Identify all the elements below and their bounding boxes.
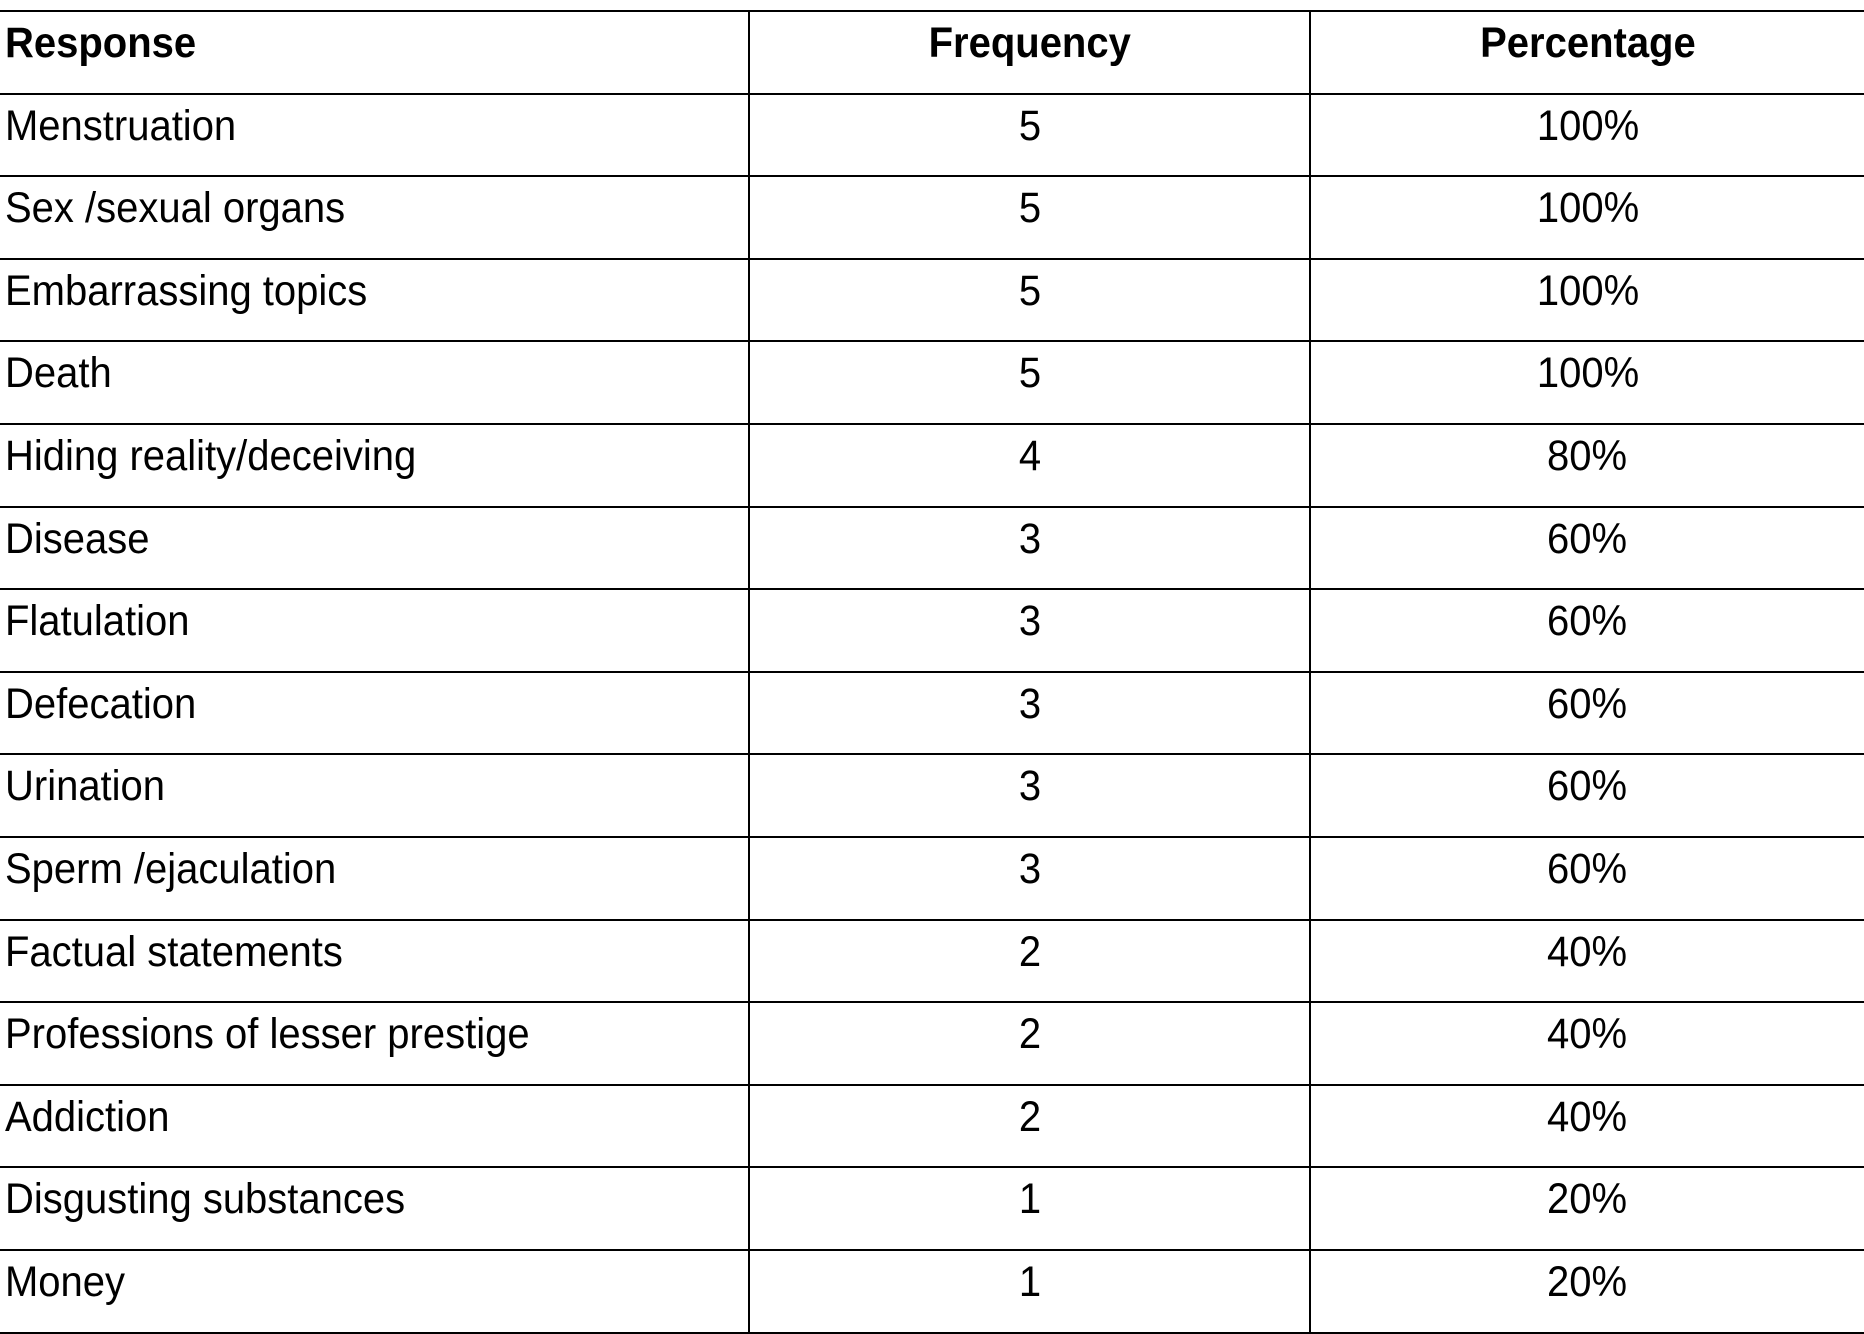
response-text: Flatulation <box>5 597 190 646</box>
table-row <box>0 837 1864 920</box>
response-text: Money <box>5 1257 126 1306</box>
cell-frequency <box>749 424 1310 507</box>
frequency-value: 4 <box>1018 431 1041 480</box>
cell-percentage <box>1310 1250 1864 1333</box>
cell-frequency <box>749 672 1310 755</box>
table-row <box>0 1002 1864 1085</box>
frequency-value: 3 <box>1018 679 1041 728</box>
cell-percentage <box>1310 176 1864 259</box>
cell-response <box>0 1085 749 1168</box>
response-text: Factual statements <box>5 927 343 976</box>
cell-response <box>0 672 749 755</box>
cell-frequency <box>749 1085 1310 1168</box>
frequency-value: 3 <box>1018 597 1041 646</box>
response-text: Defecation <box>5 679 197 728</box>
response-text: Urination <box>5 762 166 811</box>
cell-response <box>0 1250 749 1333</box>
header-percentage-label: Percentage <box>1479 19 1696 67</box>
cell-percentage <box>1310 94 1864 177</box>
frequency-value: 5 <box>1018 266 1041 315</box>
table-row <box>0 1085 1864 1168</box>
percentage-value: 60% <box>1547 597 1628 646</box>
header-response <box>0 11 749 94</box>
response-text: Embarrassing topics <box>5 266 368 315</box>
table-header-row <box>0 11 1864 94</box>
cell-response <box>0 589 749 672</box>
response-text: Addiction <box>5 1092 170 1141</box>
header-response-label: Response <box>5 19 197 67</box>
percentage-value: 100% <box>1536 266 1639 315</box>
frequency-value: 2 <box>1018 927 1041 976</box>
cell-frequency <box>749 259 1310 342</box>
frequency-value: 5 <box>1018 101 1041 150</box>
cell-response <box>0 259 749 342</box>
percentage-value: 40% <box>1547 1092 1628 1141</box>
frequency-value: 1 <box>1018 1175 1041 1224</box>
response-text: Disgusting substances <box>5 1175 406 1224</box>
frequency-value: 3 <box>1018 844 1041 893</box>
cell-frequency <box>749 1250 1310 1333</box>
frequency-value: 2 <box>1018 1010 1041 1059</box>
cell-response <box>0 754 749 837</box>
frequency-value: 5 <box>1018 184 1041 233</box>
frequency-value: 1 <box>1018 1257 1041 1306</box>
cell-percentage <box>1310 920 1864 1003</box>
cell-frequency <box>749 176 1310 259</box>
table-row <box>0 589 1864 672</box>
percentage-value: 60% <box>1547 514 1628 563</box>
cell-percentage <box>1310 837 1864 920</box>
percentage-value: 80% <box>1547 431 1628 480</box>
percentage-value: 100% <box>1536 349 1639 398</box>
cell-frequency <box>749 341 1310 424</box>
table-row <box>0 1250 1864 1333</box>
header-frequency-label: Frequency <box>928 19 1131 67</box>
frequency-value: 5 <box>1018 349 1041 398</box>
cell-frequency <box>749 837 1310 920</box>
percentage-value: 20% <box>1547 1257 1628 1306</box>
cell-percentage <box>1310 1167 1864 1250</box>
cell-percentage <box>1310 341 1864 424</box>
cell-percentage <box>1310 589 1864 672</box>
table-row <box>0 424 1864 507</box>
cell-frequency <box>749 754 1310 837</box>
cell-response <box>0 341 749 424</box>
cell-percentage <box>1310 424 1864 507</box>
table-row <box>0 507 1864 590</box>
table-row <box>0 94 1864 177</box>
response-frequency-table <box>0 10 1864 1334</box>
response-text: Death <box>5 349 112 398</box>
response-text: Disease <box>5 514 150 563</box>
cell-frequency <box>749 1167 1310 1250</box>
response-text: Hiding reality/deceiving <box>5 431 417 480</box>
response-text: Sperm /ejaculation <box>5 844 337 893</box>
table-row <box>0 259 1864 342</box>
response-text: Menstruation <box>5 101 237 150</box>
cell-response <box>0 507 749 590</box>
cell-response <box>0 1002 749 1085</box>
cell-response <box>0 837 749 920</box>
cell-frequency <box>749 1002 1310 1085</box>
cell-response <box>0 176 749 259</box>
cell-percentage <box>1310 507 1864 590</box>
header-percentage <box>1310 11 1864 94</box>
table-row <box>0 1167 1864 1250</box>
cell-response <box>0 424 749 507</box>
percentage-value: 40% <box>1547 1010 1628 1059</box>
table-row <box>0 341 1864 424</box>
frequency-value: 3 <box>1018 514 1041 563</box>
percentage-value: 60% <box>1547 762 1628 811</box>
table-row <box>0 672 1864 755</box>
cell-percentage <box>1310 1002 1864 1085</box>
percentage-value: 20% <box>1547 1175 1628 1224</box>
percentage-value: 40% <box>1547 927 1628 976</box>
cell-response <box>0 920 749 1003</box>
cell-percentage <box>1310 672 1864 755</box>
frequency-value: 2 <box>1018 1092 1041 1141</box>
cell-percentage <box>1310 1085 1864 1168</box>
percentage-value: 60% <box>1547 679 1628 728</box>
cell-percentage <box>1310 259 1864 342</box>
table-row <box>0 920 1864 1003</box>
table-row <box>0 176 1864 259</box>
cell-frequency <box>749 94 1310 177</box>
response-text: Sex /sexual organs <box>5 184 346 233</box>
percentage-value: 100% <box>1536 184 1639 233</box>
header-frequency <box>749 11 1310 94</box>
percentage-value: 100% <box>1536 101 1639 150</box>
frequency-value: 3 <box>1018 762 1041 811</box>
cell-frequency <box>749 589 1310 672</box>
cell-frequency <box>749 920 1310 1003</box>
percentage-value: 60% <box>1547 844 1628 893</box>
cell-response <box>0 1167 749 1250</box>
cell-percentage <box>1310 754 1864 837</box>
table-row <box>0 754 1864 837</box>
response-text: Professions of lesser prestige <box>5 1010 530 1059</box>
cell-frequency <box>749 507 1310 590</box>
cell-response <box>0 94 749 177</box>
